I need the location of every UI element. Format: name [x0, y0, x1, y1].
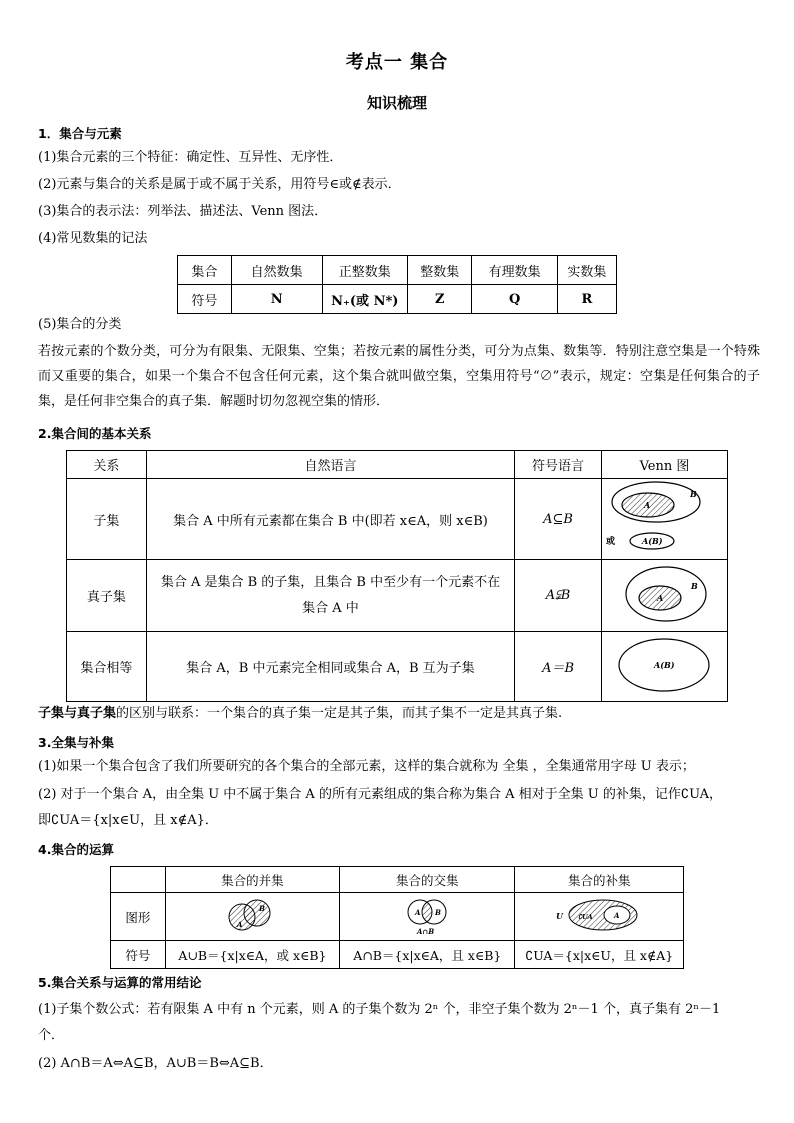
venn-subset-diagram [604, 479, 724, 555]
venn-label-a: A [657, 592, 664, 603]
venn-equal-diagram [604, 634, 724, 696]
section-2-heading: 2.集合间的基本关系 [38, 426, 152, 441]
table-header: 集合的并集 [165, 867, 339, 893]
intersection-symbol: A∩B＝{x|x∈A，且 x∈B} [340, 941, 515, 969]
page-title: 考点一 集合 [345, 52, 449, 73]
sec1-line-3: (3)集合的表示法：列举法、描述法、Venn 图法． [38, 204, 328, 219]
intersection-venn-diagram [387, 894, 467, 936]
venn-label-b: B [259, 904, 266, 913]
section-5-heading: 5.集合关系与运算的常用结论 [38, 975, 202, 990]
venn-label-a: A [237, 920, 243, 929]
relation-natural: 集合 A，B 中元素完全相同或集合 A，B 互为子集 [146, 632, 514, 702]
table-header: 集合的交集 [340, 867, 515, 893]
sec3-line-3: 即∁UA＝{x|x∈U，且 x∉A}． [38, 813, 218, 828]
venn-label-anb: A∩B [417, 927, 435, 936]
complement-symbol: ∁UA＝{x|x∈U，且 x∉A} [515, 941, 684, 969]
venn-label-a: A [644, 500, 651, 510]
relation-name: 集合相等 [67, 632, 147, 702]
venn-label-u: U [556, 911, 564, 921]
sec5-line-2: (2) A∩B＝A⇔A⊆B，A∪B＝B⇔A⊆B． [38, 1056, 273, 1071]
table-cell: 符号 [178, 285, 232, 314]
relation-natural-line-2: 集合 A 中 [302, 600, 359, 616]
table-header: 集合 [178, 256, 232, 285]
subset-note [38, 703, 562, 724]
relation-natural: 集合 A 中所有元素都在集合 B 中(即若 x∈A，则 x∈B) [146, 479, 514, 560]
venn-proper-subset [601, 560, 727, 632]
table-cell: N₊(或 N*) [322, 285, 407, 314]
relation-natural [146, 560, 514, 632]
page-subtitle: 知识梳理 [366, 94, 427, 112]
table-header: 集合的补集 [515, 867, 684, 893]
venn-label-b: B [691, 580, 699, 591]
table-header: 正整数集 [322, 256, 407, 285]
union-figure [165, 893, 339, 941]
operations-table [110, 866, 684, 969]
venn-label-b: B [435, 908, 442, 917]
section-4-heading: 4.集合的运算 [38, 842, 114, 857]
table-header: 关系 [67, 451, 147, 479]
sec3-line-1: (1)如果一个集合包含了我们所要研究的各个集合的全部元素，这样的集合就称为 全集 ，全集通常用字母 U 表示； [38, 759, 695, 774]
sec1-line-2: (2)元素与集合的关系是属于或不属于关系，用符号∈或∉表示． [38, 177, 401, 192]
intersection-figure [340, 893, 515, 941]
venn-label-b: B [690, 489, 698, 499]
section-1-heading: 1．集合与元素 [38, 126, 122, 141]
complement-venn-diagram [554, 894, 644, 936]
table-cell: Z [408, 285, 472, 314]
table-header: 整数集 [408, 256, 472, 285]
table-header [111, 867, 166, 893]
venn-label-cua: ∁UA [578, 913, 593, 921]
subset-note-bold: 子集与真子集 [38, 706, 117, 721]
table-header: 自然数集 [231, 256, 322, 285]
union-venn-diagram [212, 894, 292, 936]
sec5-line-1b: 个． [38, 1028, 65, 1043]
relation-name: 真子集 [67, 560, 147, 632]
sec5-line-1: (1)子集个数公式：若有限集 A 中有 n 个元素，则 A 的子集个数为 2ⁿ 个，非空子集个数为 2ⁿ－1 个，真子集有 2ⁿ－1 [38, 1002, 721, 1017]
venn-label-a: A [614, 911, 620, 920]
sec1-line-5: (5)集合的分类 [38, 317, 122, 332]
relation-symbol: A⫋B [515, 560, 602, 632]
table-header: 有理数集 [472, 256, 557, 285]
table-cell: N [231, 285, 322, 314]
venn-subset [601, 479, 727, 560]
table-header: 实数集 [557, 256, 616, 285]
venn-label-ab: A(B) [654, 659, 676, 670]
relation-table [66, 450, 728, 702]
table-cell: R [557, 285, 616, 314]
sec3-line-2: (2) 对于一个集合 A，由全集 U 中不属于集合 A 的所有元素组成的集合称为集合 A 相对于全集 U 的补集，记作∁UA， [38, 787, 723, 802]
row-label-symbol: 符号 [111, 941, 166, 969]
venn-label-ab: A(B) [642, 536, 664, 546]
venn-proper-subset-diagram [604, 561, 724, 627]
table-header: 符号语言 [515, 451, 602, 479]
row-label-figure: 图形 [111, 893, 166, 941]
relation-symbol: A⊆B [515, 479, 602, 560]
complement-figure [515, 893, 684, 941]
venn-or-label: 或 [606, 537, 616, 547]
classification-paragraph: 若按元素的个数分类，可分为有限集、无限集、空集；若按元素的属性分类，可分为点集、数集等．特别注意空集是一个特殊而又重要的集合，如果一个集合不包含任何元素，这个集合就叫做空集，空集用符号“∅”表示，规定：空集是任何集合的子集，是任何非空集合的真子集．解题时切勿忽视空集的情形． [38, 344, 760, 409]
sec1-line-1: (1)集合元素的三个特征：确定性、互异性、无序性． [38, 150, 343, 165]
table-header: 自然语言 [146, 451, 514, 479]
number-set-table [177, 255, 617, 314]
venn-label-a: A [415, 908, 421, 917]
relation-symbol: A＝B [515, 632, 602, 702]
sec1-line-4: (4)常见数集的记法 [38, 231, 148, 246]
venn-equal [601, 632, 727, 702]
union-symbol: A∪B＝{x|x∈A，或 x∈B} [165, 941, 339, 969]
table-cell: Q [472, 285, 557, 314]
relation-natural-line-1: 集合 A 是集合 B 的子集，且集合 B 中至少有一个元素不在 [160, 574, 501, 590]
relation-name: 子集 [67, 479, 147, 560]
table-header: Venn 图 [601, 451, 727, 479]
subset-note-rest: 的区别与联系：一个集合的真子集一定是其子集，而其子集不一定是其真子集. [116, 706, 563, 721]
section-3-heading: 3.全集与补集 [38, 735, 114, 750]
